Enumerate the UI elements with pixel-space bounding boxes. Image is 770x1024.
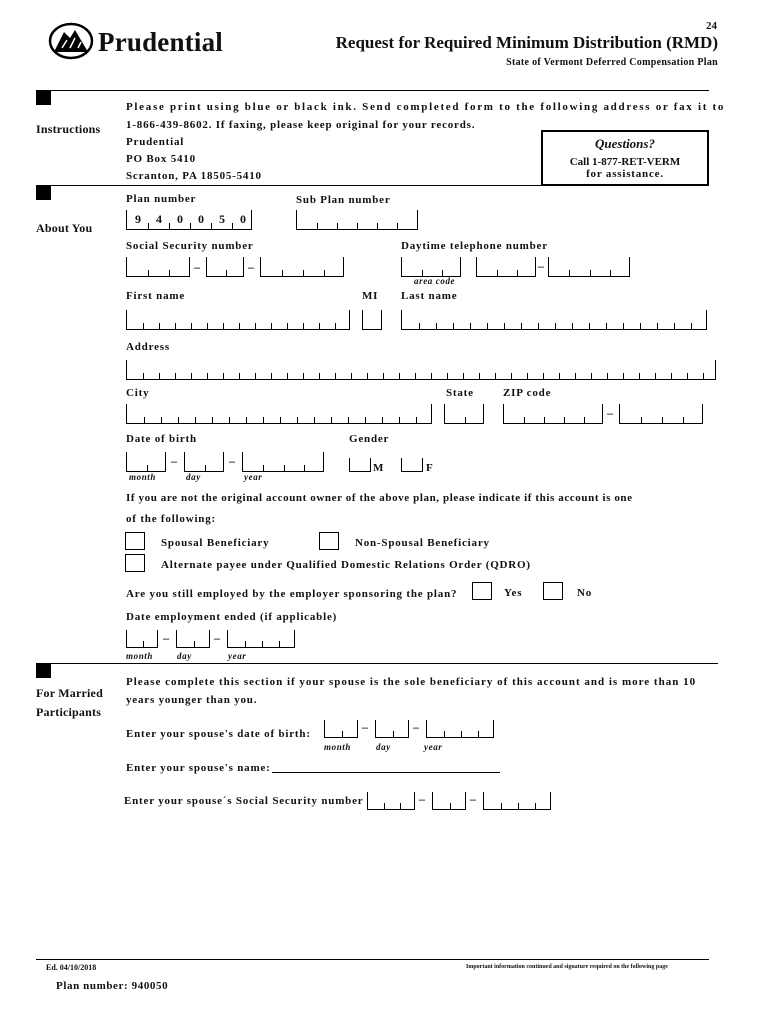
spousal-beneficiary-label: Spousal Beneficiary — [161, 537, 270, 549]
section-marker — [36, 664, 51, 678]
employed-yes-label: Yes — [504, 587, 523, 599]
spouse-ssn-part2[interactable] — [432, 792, 466, 810]
rock-logo-icon — [48, 22, 94, 60]
plan-number-label: Plan number — [126, 193, 197, 205]
employment-end-label: Date employment ended (if applicable) — [126, 611, 338, 623]
zip-plus4-field[interactable] — [619, 404, 703, 424]
dob-day[interactable] — [184, 452, 224, 472]
ssn-label: Social Security number — [126, 240, 254, 252]
month-hint: month — [324, 742, 352, 752]
instructions-line2: 1-866-439-8602. If faxing, please keep original for your records. — [126, 119, 476, 131]
section-divider — [36, 90, 709, 91]
mi-label: MI — [362, 290, 379, 302]
spouse-dob-month[interactable] — [324, 720, 358, 738]
prudential-logo — [48, 22, 223, 60]
section-marker — [36, 91, 51, 105]
state-field[interactable] — [444, 404, 484, 424]
ssn-part3[interactable] — [260, 257, 344, 277]
qdro-label: Alternate payee under Qualified Domestic Relations Order (QDRO) — [161, 559, 531, 571]
spouse-ssn-part3[interactable] — [483, 792, 551, 810]
phone-area-code[interactable] — [401, 257, 461, 277]
year-hint: year — [424, 742, 443, 752]
day-hint: day — [177, 651, 192, 661]
dash: – — [163, 631, 169, 645]
emp-end-year[interactable] — [227, 630, 295, 648]
continued-note: Important information continued and signature required on the following page — [466, 964, 668, 970]
dash: – — [214, 631, 220, 645]
non-spousal-beneficiary-checkbox[interactable] — [319, 532, 339, 550]
state-label: State — [446, 387, 474, 399]
employed-yes-checkbox[interactable] — [472, 582, 492, 600]
mi-field[interactable] — [362, 310, 382, 330]
zip-label: ZIP code — [503, 387, 552, 399]
gender-label: Gender — [349, 433, 390, 445]
dash: – — [413, 720, 419, 734]
dash: – — [248, 260, 254, 274]
married-label-line1: For Married — [36, 686, 103, 700]
spouse-name-field[interactable] — [272, 772, 500, 773]
questions-title: Questions? — [595, 136, 655, 151]
dash: – — [171, 454, 177, 468]
plan-number-field[interactable] — [126, 210, 252, 230]
married-label-line2: Participants — [36, 705, 102, 719]
instructions-label: Instructions — [36, 122, 101, 136]
dob-year[interactable] — [242, 452, 324, 472]
footer-plan-number: Plan number: 940050 — [56, 980, 169, 992]
section-divider — [36, 185, 541, 186]
spouse-ssn-label: Enter your spouse´s Social Security number — [124, 795, 364, 807]
city-label: City — [126, 387, 150, 399]
zip-field[interactable] — [503, 404, 603, 424]
non-spousal-beneficiary-label: Non-Spousal Beneficiary — [355, 537, 490, 549]
mailing-address-pobox: PO Box 5410 — [126, 153, 196, 165]
owner-question-line1: If you are not the original account owner of the above plan, please indicate if this account is one — [126, 492, 633, 504]
address-label: Address — [126, 341, 170, 353]
qdro-checkbox[interactable] — [125, 554, 145, 572]
plan-digit: 0 — [177, 212, 183, 226]
spousal-beneficiary-checkbox[interactable] — [125, 532, 145, 550]
plan-digit: 5 — [219, 212, 225, 226]
dob-label: Date of birth — [126, 433, 197, 445]
day-hint: day — [376, 742, 391, 752]
gender-f-label: F — [426, 462, 434, 474]
dash: – — [538, 259, 544, 273]
emp-end-month[interactable] — [126, 630, 158, 648]
month-hint: month — [126, 651, 154, 661]
phone-label: Daytime telephone number — [401, 240, 548, 252]
gender-m-label: M — [373, 462, 385, 474]
mailing-address-name: Prudential — [126, 136, 185, 148]
spouse-dob-label: Enter your spouse's date of birth: — [126, 728, 311, 740]
brand-name: Prudential — [98, 26, 224, 57]
dash: – — [229, 454, 235, 468]
married-intro-line1: Please complete this section if your spouse is the sole beneficiary of this account and is more than 10 — [126, 676, 697, 688]
area-code-label: area code — [414, 276, 456, 286]
form-subtitle: State of Vermont Deferred Compensation Plan — [506, 57, 718, 68]
city-field[interactable] — [126, 404, 432, 424]
year-hint: year — [244, 472, 263, 482]
spouse-dob-day[interactable] — [375, 720, 409, 738]
year-hint: year — [228, 651, 247, 661]
spouse-name-label: Enter your spouse's name: — [126, 762, 271, 774]
instructions-line1: Please print using blue or black ink. Send completed form to the following address or fax it to — [126, 101, 726, 113]
sub-plan-label: Sub Plan number — [296, 194, 391, 206]
page-number: 24 — [706, 20, 717, 32]
married-intro-line2: years younger than you. — [126, 694, 258, 706]
spouse-dob-year[interactable] — [426, 720, 494, 738]
plan-digit: 9 — [135, 212, 141, 226]
emp-end-day[interactable] — [176, 630, 210, 648]
gender-m-checkbox[interactable] — [349, 458, 371, 472]
plan-digit: 4 — [156, 212, 162, 226]
employed-no-checkbox[interactable] — [543, 582, 563, 600]
dash: – — [607, 406, 613, 420]
first-name-label: First name — [126, 290, 186, 302]
employed-question: Are you still employed by the employer sponsoring the plan? — [126, 588, 458, 600]
last-name-field[interactable] — [401, 310, 707, 330]
dash: – — [470, 792, 476, 806]
dash: – — [362, 720, 368, 734]
month-hint: month — [129, 472, 157, 482]
edition-date: Ed. 04/10/2018 — [46, 963, 97, 972]
ssn-part1[interactable] — [126, 257, 190, 277]
section-marker — [36, 186, 51, 200]
phone-prefix[interactable] — [476, 257, 536, 277]
last-name-label: Last name — [401, 290, 458, 302]
spouse-ssn-part1[interactable] — [367, 792, 415, 810]
mailing-address-city: Scranton, PA 18505-5410 — [126, 170, 262, 182]
gender-f-checkbox[interactable] — [401, 458, 423, 472]
questions-assist: for assistance. — [586, 168, 664, 180]
first-name-field[interactable] — [126, 310, 350, 330]
dob-month[interactable] — [126, 452, 166, 472]
plan-digit: 0 — [240, 212, 246, 226]
day-hint: day — [186, 472, 201, 482]
form-title: Request for Required Minimum Distribution (RMD) — [335, 33, 718, 52]
section-divider — [36, 663, 718, 664]
phone-line[interactable] — [548, 257, 630, 277]
employed-no-label: No — [577, 587, 593, 599]
about-you-label: About You — [36, 221, 93, 235]
plan-digit: 0 — [198, 212, 204, 226]
questions-phone: Call 1-877-RET-VERM — [569, 156, 681, 168]
dash: – — [194, 260, 200, 274]
questions-box — [541, 130, 709, 186]
ssn-part2[interactable] — [206, 257, 244, 277]
dash: – — [419, 792, 425, 806]
address-field[interactable] — [126, 360, 716, 380]
sub-plan-field[interactable] — [296, 210, 418, 230]
owner-question-line2: of the following: — [126, 513, 216, 525]
footer-divider — [36, 959, 709, 960]
